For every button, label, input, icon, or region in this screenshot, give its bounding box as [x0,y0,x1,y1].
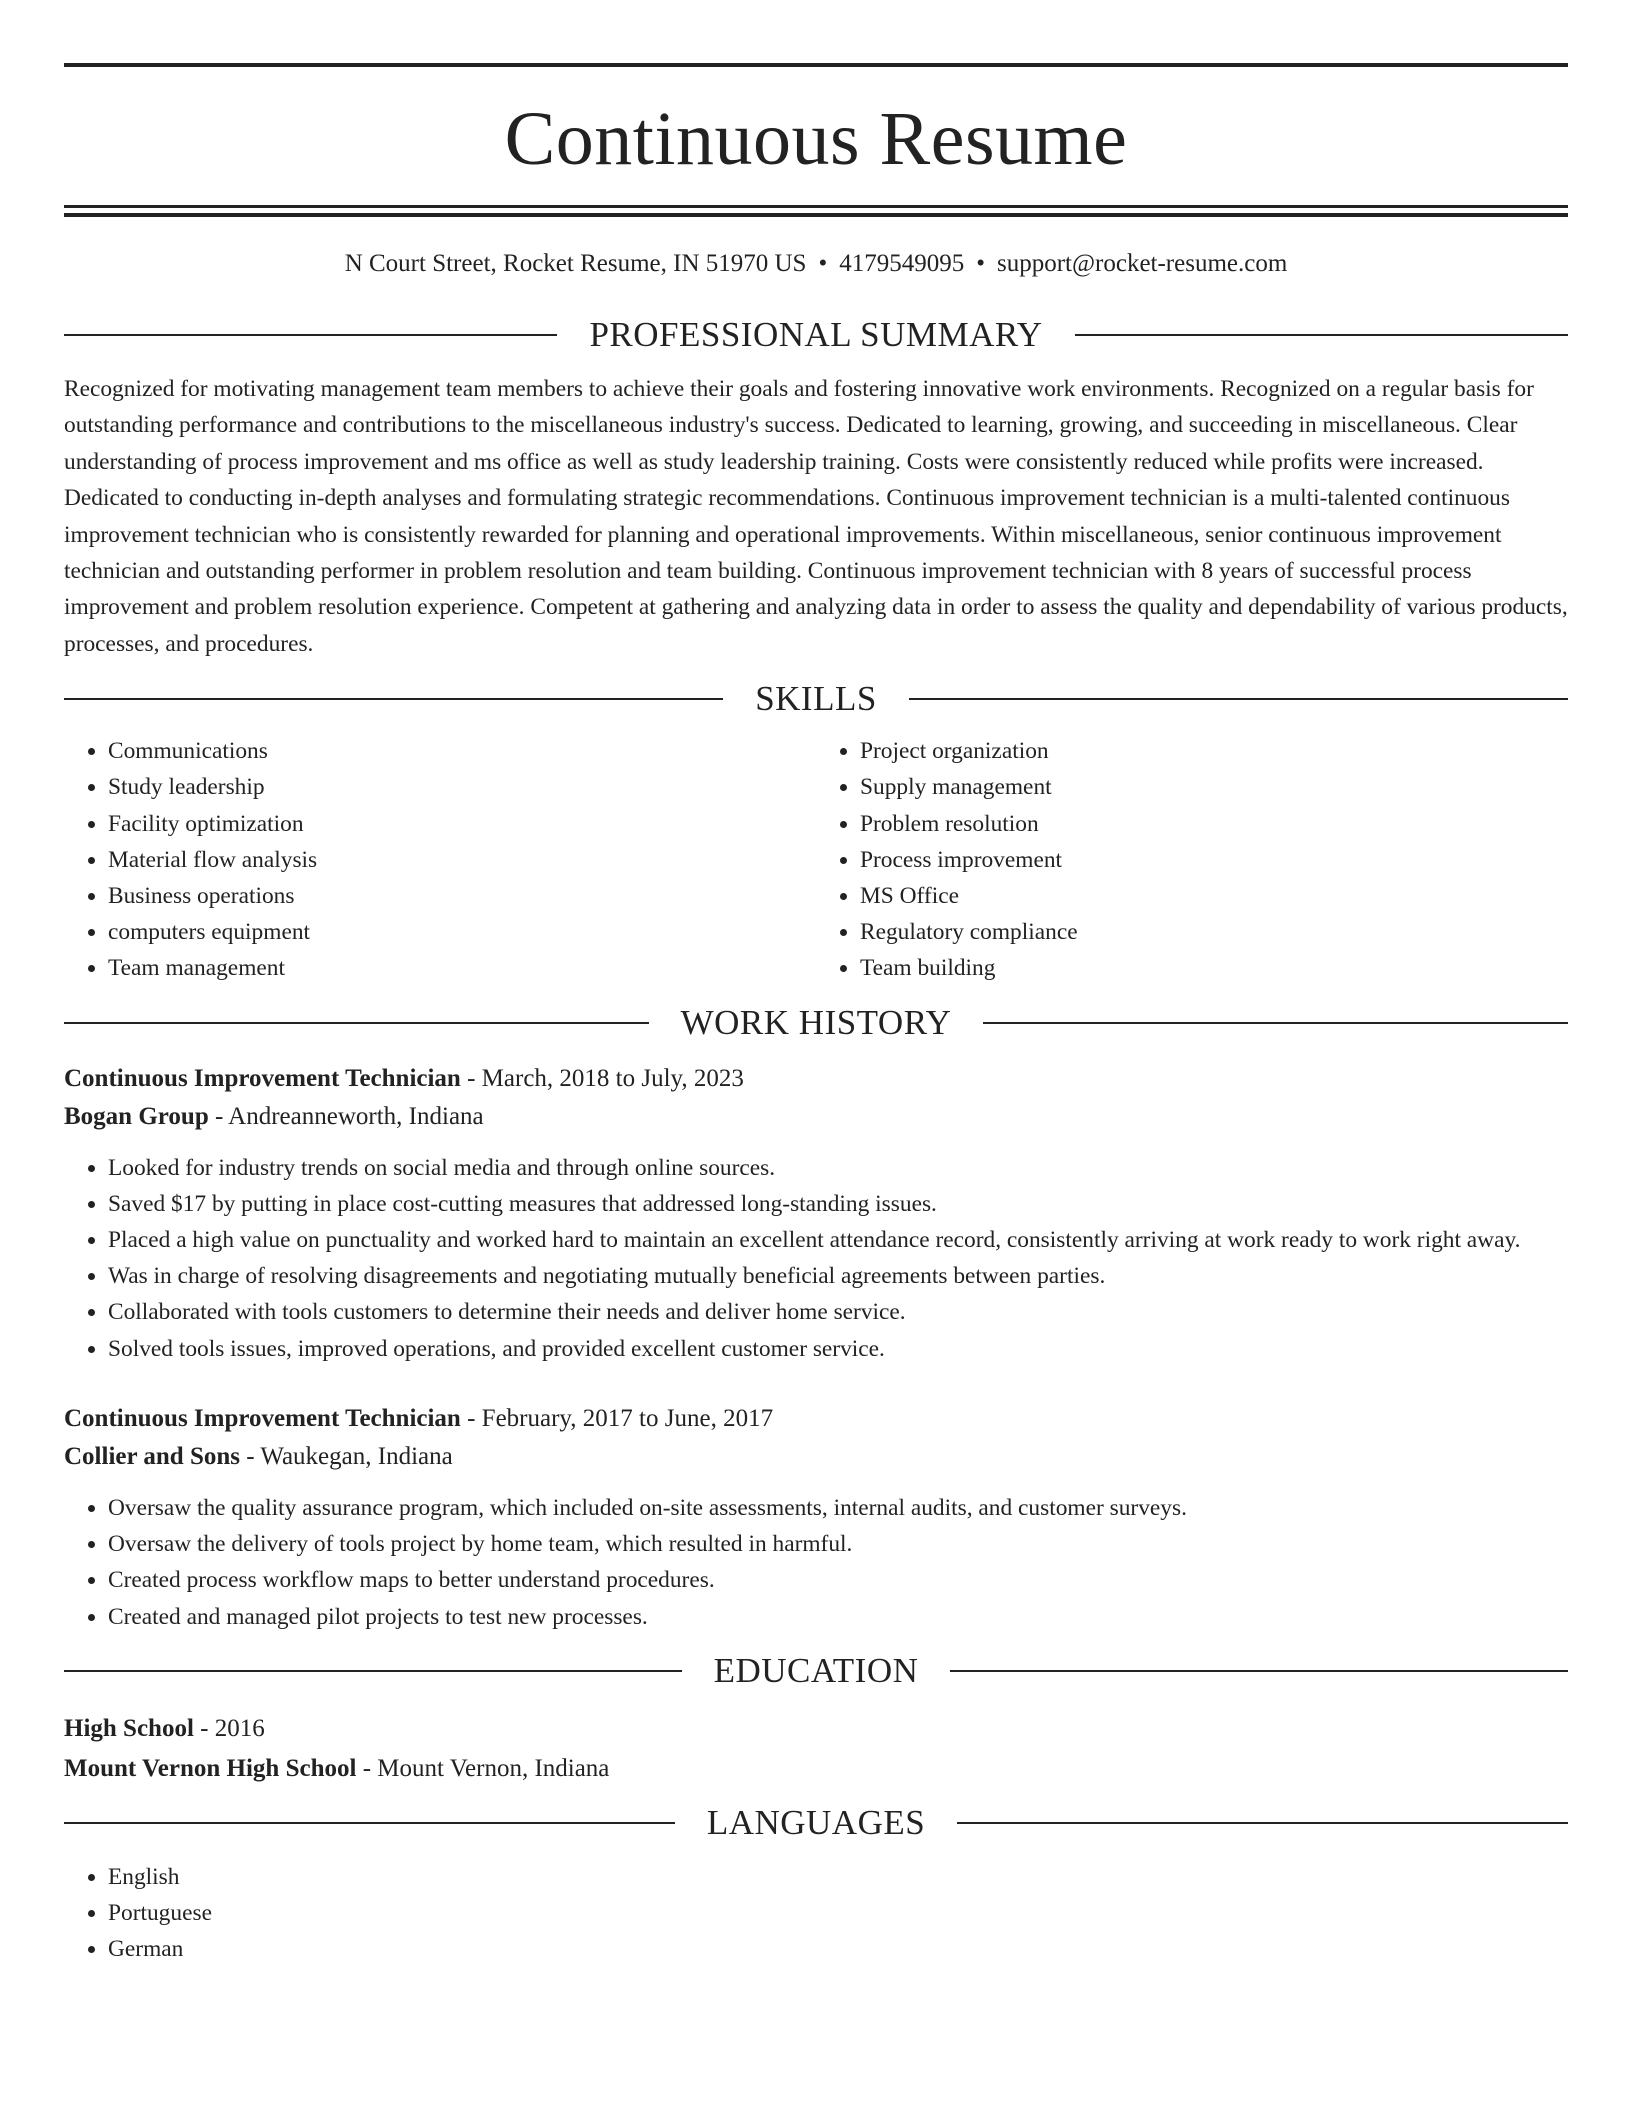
job-company: Collier and Sons [64,1442,240,1470]
skill-item: • Problem resolution [860,806,1568,842]
summary-text: Recognized for motivating management team members to achieve their goals and fostering innovative work environments. Recognized on a regular basis for outstanding performance and contributions to the miscellaneous industry's success. Dedicated to learning, growing, and succeeding in miscellaneous. Clear understanding of process improvement and ms office as well as study leadership training. Costs were consistently reduced while profits were increased. Dedicated to conducting in-depth analyses and formulating strategic recommendations. Continuous improvement technician is a multi-talented continuous improvement technician who is consistently rewarded for planning and operational improvements. Within miscellaneous, senior continuous improvement technician and outstanding performer in problem resolution and team building. Continuous improvement technician with 8 years of successful process improvement and problem resolution experience. Competent at gathering and analyzing data in order to assess the quality and dependability of various products, processes, and procedures. [64,376,1568,657]
list-item: • Created and managed pilot projects to test new processes. [108,1599,1568,1635]
skill-item: • computers equipment [108,914,816,950]
education-degree-line [64,1709,1568,1749]
section-rule [983,1022,1568,1024]
list-item: • Oversaw the delivery of tools project by home team, which resulted in harmful. [108,1526,1568,1562]
section-title: SKILLS [755,679,877,719]
skills-list-left [64,733,816,986]
list-item: • German [108,1931,1568,1967]
job-location: - Waukegan, Indiana [239,1442,453,1470]
section-header-summary [64,315,1568,355]
job-bullets [64,1150,1568,1367]
list-item: • Portuguese [108,1895,1568,1931]
job-bullets [64,1490,1568,1635]
section-rule [950,1670,1568,1672]
section-rule [64,1670,682,1672]
list-item: • Placed a high value on punctuality and worked hard to maintain an excellent attendance record, consistently arriving at work ready to work right away. [108,1222,1568,1258]
section-rule [64,698,723,700]
list-item: • English [108,1859,1568,1895]
education-location: - Mount Vernon, Indiana [356,1754,610,1782]
skills-grid [64,733,1568,986]
education-school: Mount Vernon High School [64,1754,357,1782]
section-rule [64,1822,675,1824]
list-item: • Saved $17 by putting in place cost-cutting measures that addressed long-standing issues. [108,1186,1568,1222]
job-entry [64,1060,1568,1367]
skill-item: • Regulatory compliance [860,914,1568,950]
skill-item: • Team management [108,950,816,986]
skill-item: • Material flow analysis [108,842,816,878]
section-header-languages [64,1803,1568,1843]
job-dates: - March, 2018 to July, 2023 [460,1064,744,1092]
education-year: - 2016 [193,1714,265,1742]
section-rule [64,334,557,336]
section-title: LANGUAGES [706,1802,926,1842]
section-title: EDUCATION [713,1650,919,1690]
education-school-line [64,1749,1568,1789]
job-company: Bogan Group [64,1102,209,1130]
job-entry [64,1400,1568,1635]
contact-separator: • [976,250,985,277]
contact-phone: 4179549095 [839,250,965,277]
job-company-line [64,1098,1568,1136]
skill-item: • Facility optimization [108,806,816,842]
skill-item: • Process improvement [860,842,1568,878]
contact-address: N Court Street, Rocket Resume, IN 51970 US [344,250,807,277]
skill-item: • Project organization [860,733,1568,769]
section-header-work [64,1003,1568,1043]
skill-item: • Study leadership [108,769,816,805]
skill-item: • Team building [860,950,1568,986]
job-title-line [64,1060,1568,1098]
section-title: WORK HISTORY [680,1002,952,1042]
section-header-skills [64,679,1568,719]
section-rule [957,1822,1568,1824]
contact-separator: • [818,250,828,277]
top-rule [64,63,1568,67]
job-role: Continuous Improvement Technician [64,1064,461,1092]
section-title: PROFESSIONAL SUMMARY [589,315,1043,354]
skill-item: • Communications [108,733,816,769]
list-item: • Collaborated with tools customers to determine their needs and deliver home service. [108,1294,1568,1330]
skill-item: • MS Office [860,878,1568,914]
section-rule [909,698,1568,700]
resume-name: Continuous Resume [504,97,1128,181]
section-rule [1075,334,1568,336]
skill-item: • Business operations [108,878,816,914]
job-title-line [64,1400,1568,1438]
education-entry [64,1709,1568,1789]
section-rule [64,1022,649,1024]
list-item: • Created process workflow maps to better understand procedures. [108,1562,1568,1598]
job-company-line [64,1438,1568,1476]
section-header-education [64,1651,1568,1691]
list-item: • Oversaw the quality assurance program, which included on-site assessments, internal audits, and customer surveys. [108,1490,1568,1526]
list-item: • Looked for industry trends on social media and through online sources. [108,1150,1568,1186]
contact-email: support@rocket-resume.com [997,250,1288,277]
contact-line [64,248,1568,280]
languages-list [64,1859,1568,1968]
double-rule [64,205,1568,217]
skills-list-right [816,733,1568,986]
list-item: • Was in charge of resolving disagreements and negotiating mutually beneficial agreements between parties. [108,1258,1568,1294]
job-location: - Andreanneworth, Indiana [208,1102,484,1130]
list-item: • Solved tools issues, improved operations, and provided excellent customer service. [108,1331,1568,1367]
job-role: Continuous Improvement Technician [64,1404,461,1432]
job-dates: - February, 2017 to June, 2017 [460,1404,774,1432]
resume-page [64,0,1568,1967]
education-degree: High School [64,1714,194,1742]
skill-item: • Supply management [860,769,1568,805]
